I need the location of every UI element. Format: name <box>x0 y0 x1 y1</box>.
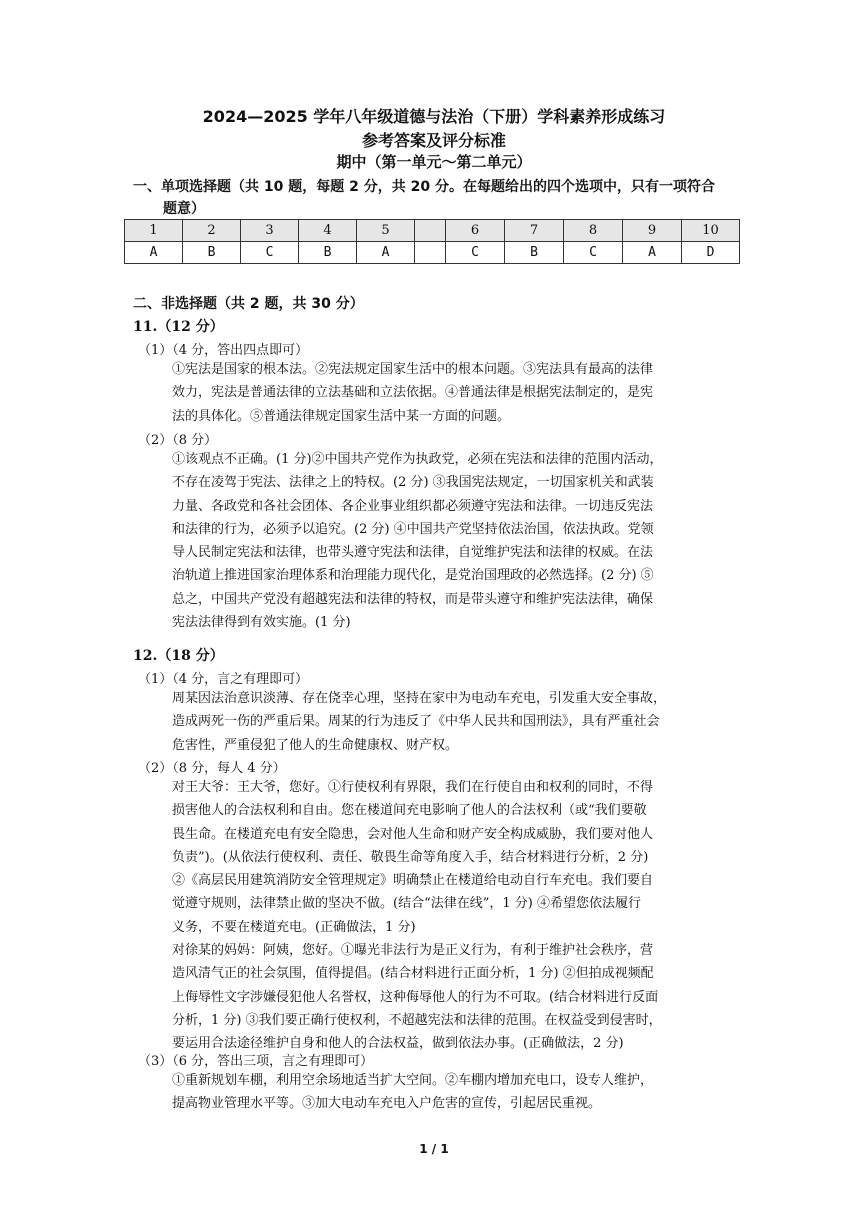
text-line: 治轨道上推进国家治理体系和治理能力现代化，是党治国理政的必然选择。(2 分) ⑤ <box>172 568 654 584</box>
text-line: 分析，1 分) ③我们要正确行使权利，不超越宪法和法律的范围。在权益受到侵害时， <box>172 1012 662 1028</box>
answer-table-number-row <box>125 220 740 242</box>
text-line: 不存在凌驾于宪法、法律之上的特权。(2 分) ③我国宪法规定，一切国家机关和武装 <box>172 475 654 491</box>
text-line: 损害他人的合法权利和自由。您在楼道间充电影响了他人的合法权利（或“我们要敬 <box>172 803 647 819</box>
answer-cell: C <box>241 242 299 264</box>
question-number: 1 <box>125 220 183 242</box>
q12-part2-text <box>172 776 744 1056</box>
text-line: 效力，宪法是普通法律的立法基础和立法依据。④普通法律是根据宪法制定的，是宪 <box>172 385 654 401</box>
text-line: ②《高层民用建筑消防安全管理规定》明确禁止在楼道给电动自行车充电。我们要自 <box>172 873 654 889</box>
text-line: 造风清气正的社会氛围，值得提倡。(结合材料进行正面分析，1 分) ②但拍成视频配 <box>172 966 654 982</box>
text-line: 和法律的行为，必须予以追究。(2 分) ④中国共产党坚持依法治国，依法执政。党领 <box>172 521 654 537</box>
question-number: 6 <box>446 220 505 242</box>
q11-title: 11.（12 分） <box>133 319 224 335</box>
page-number: 1 / 1 <box>419 1142 449 1156</box>
q11-part1-label: （1）（4 分，答出四点即可） <box>138 343 309 358</box>
q11-part2-label: （2）（8 分） <box>138 433 218 448</box>
question-number: 4 <box>299 220 357 242</box>
text-line: 负责”)。(从依法行使权利、责任、敬畏生命等角度入手，结合材料进行分析，2 分) <box>172 849 649 865</box>
text-line: 上侮辱性文字涉嫌侵犯他人名誉权，这种侮辱他人的行为不可取。(结合材料进行反面 <box>172 989 659 1005</box>
q12-part2-label: （2）（8 分，每人 4 分） <box>138 761 286 776</box>
answer-cell: B <box>183 242 241 264</box>
answer-cell: A <box>357 242 415 264</box>
document-subtitle: 参考答案及评分标准 <box>361 131 506 150</box>
q12-part3-label: （3）（6 分，答出三项，言之有理即可） <box>138 1054 374 1069</box>
answer-cell: C <box>564 242 623 264</box>
section1-heading-cont: 题意） <box>163 201 205 217</box>
text-line: 畏生命。在楼道充电有安全隐患，会对他人生命和财产安全构成威胁，我们要对他人 <box>172 826 654 842</box>
text-line: 导人民制定宪法和法律，也带头遵守宪法和法律，自觉维护宪法和法律的权威。在法 <box>172 545 654 561</box>
table-gap <box>415 220 446 242</box>
text-line: 要运用合法途径维护自身和他人的合法权益，做到依法办事。(正确做法，2 分) <box>172 1036 624 1052</box>
section1-heading: 一、单项选择题（共 10 题，每题 2 分，共 20 分。在每题给出的四个选项中，只有一项符合 <box>133 179 715 195</box>
q12-part1-label: （1）（4 分，言之有理即可） <box>138 672 309 687</box>
q12-part3-text <box>172 1069 744 1116</box>
text-line: ①重新规划车棚，利用空余场地适当扩大空间。②车棚内增加充电口，设专人维护， <box>172 1073 654 1088</box>
answer-cell: C <box>446 242 505 264</box>
q12-title: 12.（18 分） <box>133 648 224 664</box>
q12-part1-text <box>172 687 744 757</box>
text-line: 法的具体化。⑤普通法律规定国家生活中某一方面的问题。 <box>172 408 511 424</box>
answer-cell: A <box>623 242 682 264</box>
question-number: 8 <box>564 220 623 242</box>
question-number: 10 <box>682 220 740 242</box>
text-line: 对徐某的妈妈：阿姨，您好。①曝光非法行为是正义行为，有利于维护社会秩序，营 <box>172 943 654 959</box>
section2-heading: 二、非选择题（共 2 题，共 30 分） <box>133 296 364 312</box>
text-line: 对王大爷：王大爷，您好。①行使权利有界限，我们在行使自由和权利的同时，不得 <box>172 780 654 795</box>
answer-cell: B <box>299 242 357 264</box>
question-number: 2 <box>183 220 241 242</box>
q11-part1-text <box>172 358 744 428</box>
answer-cell: B <box>505 242 564 264</box>
text-line: 造成两死一伤的严重后果。周某的行为违反了《中华人民共和国刑法》，具有严重社会 <box>172 714 660 730</box>
table-gap <box>415 242 446 264</box>
text-line: 宪法法律得到有效实施。(1 分) <box>172 615 351 631</box>
answer-table-answer-row <box>125 242 740 264</box>
text-line: 力量、各政党和各社会团体、各企业事业组织都必须遵守宪法和法律。一切违反宪法 <box>172 498 654 514</box>
question-number: 9 <box>623 220 682 242</box>
question-number: 3 <box>241 220 299 242</box>
text-line: 周某因法治意识淡薄、存在侥幸心理，坚持在家中为电动车充电，引发重大安全事故， <box>172 691 667 706</box>
answer-table <box>124 219 740 264</box>
text-line: 觉遵守规则，法律禁止做的坚决不做。(结合“法律在线”，1 分) ④希望您依法履行 <box>172 896 641 912</box>
q11-part2-text <box>172 448 744 634</box>
answer-cell: D <box>682 242 740 264</box>
question-number: 7 <box>505 220 564 242</box>
document-scope: 期中（第一单元～第二单元） <box>336 153 532 171</box>
question-number: 5 <box>357 220 415 242</box>
text-line: 义务，不要在楼道充电。(正确做法，1 分) <box>172 919 416 935</box>
text-line: ①宪法是国家的根本法。②宪法规定国家生活中的根本问题。③宪法具有最高的法律 <box>172 362 654 377</box>
text-line: 总之，中国共产党没有超越宪法和法律的特权，而是带头遵守和维护宪法法律，确保 <box>172 591 654 607</box>
text-line: 危害性，严重侵犯了他人的生命健康权、财产权。 <box>172 737 459 753</box>
text-line: ①该观点不正确。(1 分)②中国共产党作为执政党，必须在宪法和法律的范围内活动， <box>172 452 663 467</box>
document-title: 2024—2025 学年八年级道德与法治（下册）学科素养形成练习 <box>202 107 666 126</box>
text-line: 提高物业管理水平等。③加大电动车充电入户危害的宣传，引起居民重视。 <box>172 1096 602 1112</box>
answer-cell: A <box>125 242 183 264</box>
